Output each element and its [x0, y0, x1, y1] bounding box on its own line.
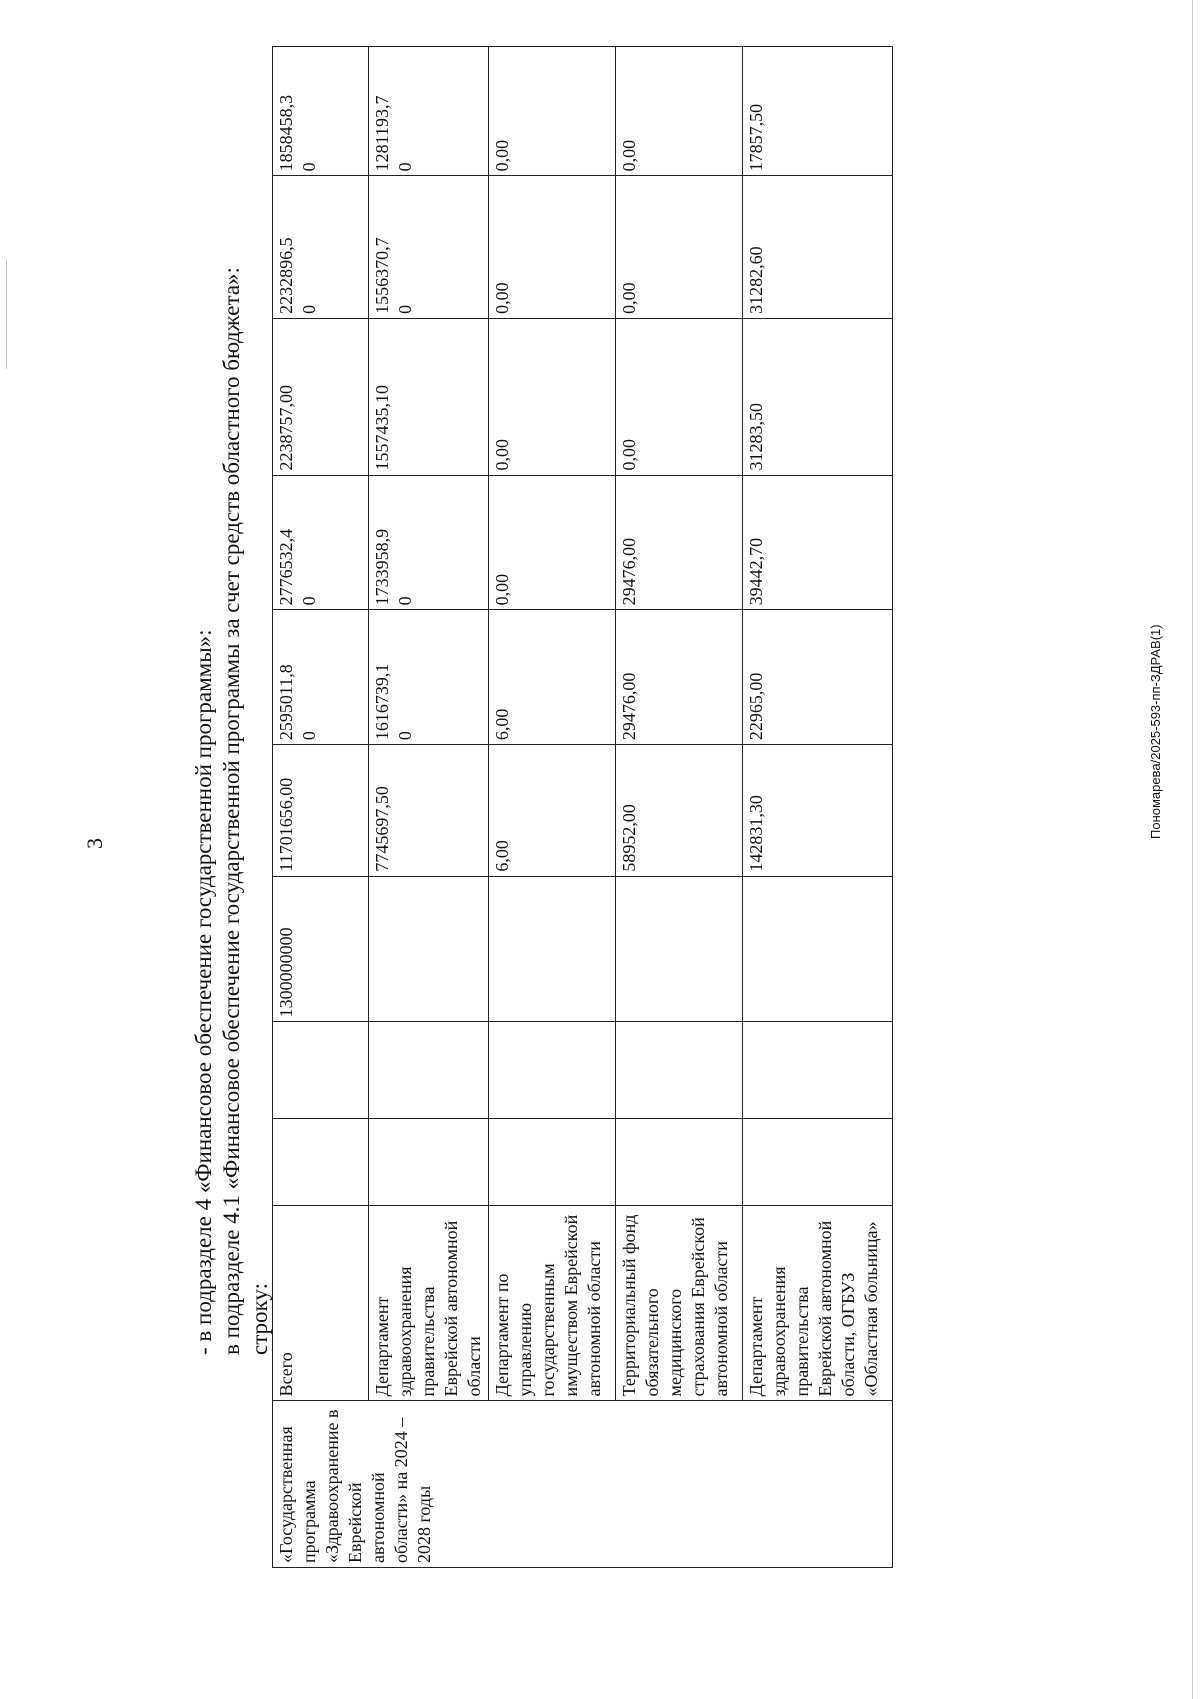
value-cell: 17857,50: [743, 47, 893, 176]
value-cell: 142831,30: [743, 745, 893, 876]
program-name-cell: «Государственная программа «Здравоохранение в Еврейской автономной области» на 2024 – 2028 годы: [273, 1401, 893, 1568]
value-cell: 0,00: [489, 475, 616, 610]
value-cell: 1858458,3 0: [273, 47, 369, 176]
code-cell: [743, 876, 893, 1022]
value-cell: 0,00: [616, 176, 743, 318]
value-cell: 58952,00: [616, 745, 743, 876]
code-cell: [369, 876, 489, 1022]
table-row: [273, 47, 369, 1568]
table-row: [489, 47, 616, 1568]
value-cell: 1556370,7 0: [369, 176, 489, 318]
code-cell: [489, 876, 616, 1022]
executor-cell: Территориальный фонд обязательного медицинского страхования Еврейской автономной области: [616, 1206, 743, 1401]
value-cell: 22965,00: [743, 610, 893, 745]
document-footer-id: Пономарева/2025-593-пп-ЗДРАВ(1): [1148, 624, 1163, 839]
value-cell: 2238757,00: [273, 318, 369, 475]
value-cell: 0,00: [489, 47, 616, 176]
heading-line-1: - в подразделе 4 «Финансовое обеспечение государственной программы»:: [191, 629, 216, 1355]
budget-table: [272, 46, 893, 1568]
value-cell: 1281193,7 0: [369, 47, 489, 176]
value-cell: 0,00: [489, 318, 616, 475]
value-cell: 6,00: [489, 745, 616, 876]
executor-cell: Департамент здравоохранения правительства Еврейской автономной области, ОГБУЗ «Областная больница»: [743, 1206, 893, 1401]
value-cell: 39442,70: [743, 475, 893, 610]
value-cell: 2595011,8 0: [273, 610, 369, 745]
executor-cell: Департамент здравоохранения правительства Еврейской автономной области: [369, 1206, 489, 1401]
value-cell: 1557435,10: [369, 318, 489, 475]
value-cell: 2232896,5 0: [273, 176, 369, 318]
value-cell: 1733958,9 0: [369, 475, 489, 610]
value-cell: 0,00: [489, 176, 616, 318]
table-row: [369, 47, 489, 1568]
scan-artifact: [1192, 0, 1193, 1699]
value-cell: 31283,50: [743, 318, 893, 475]
value-cell: 2776532,4 0: [273, 475, 369, 610]
value-cell: 31282,60: [743, 176, 893, 318]
value-cell: 0,00: [616, 318, 743, 475]
heading-line-2: в подразделе 4.1 «Финансовое обеспечение государственной программы за счет средств областного бюджета»:: [219, 267, 244, 1355]
code-cell: [616, 876, 743, 1022]
code-cell: 1300000000: [273, 876, 369, 1022]
scan-artifact: [6, 259, 7, 369]
page-number: 3: [82, 838, 107, 849]
value-cell: 0,00: [616, 47, 743, 176]
executor-cell: Всего: [273, 1206, 369, 1401]
value-cell: 6,00: [489, 610, 616, 745]
executor-cell: Департамент по управлению государственным имуществом Еврейской автономной области: [489, 1206, 616, 1401]
value-cell: 11701656,00: [273, 745, 369, 876]
value-cell: 29476,00: [616, 475, 743, 610]
table-row: [743, 47, 893, 1568]
table-row: [616, 47, 743, 1568]
value-cell: 1616739,1 0: [369, 610, 489, 745]
value-cell: 7745697,50: [369, 745, 489, 876]
heading-line-3: строку:: [247, 1283, 272, 1355]
value-cell: 29476,00: [616, 610, 743, 745]
